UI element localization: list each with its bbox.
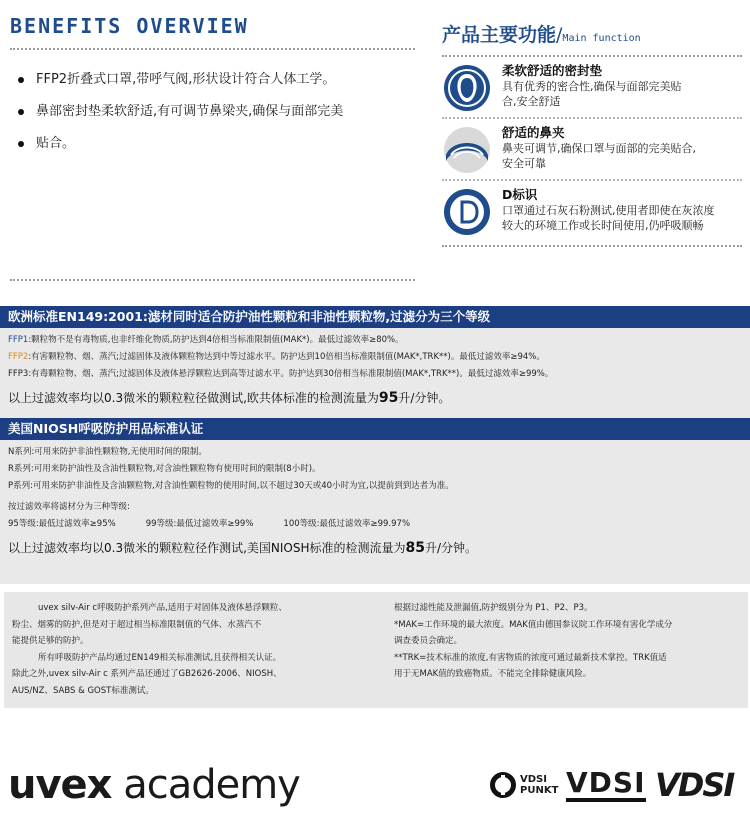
benefit-item: FFP2折叠式口罩,带呼气阀,形状设计符合人体工学。 <box>10 64 415 96</box>
en149-summary-pre: 以上过滤效率均以0.3微米的颗粒粒径做测试,欧共体标准的检测流量为 <box>8 391 379 405</box>
note-line: *MAK=工作环境的最大浓度。MAK值由德国参议院工作环境有害化学成分 <box>394 619 673 630</box>
niosh-grade-intro: 按过滤效率将滤材分为三种等级: <box>8 502 130 512</box>
en149-body <box>0 328 750 410</box>
benefit-item: 鼻部密封垫柔软舒适,有可调节鼻梁夹,确保与面部完美 <box>10 96 415 128</box>
note-line: uvex silv-Air c呼吸防护系列产品,适用于对固体及液体悬浮颗粒、 <box>38 603 287 613</box>
niosh-line: N系列:可用来防护非油性颗粒物,无使用时间的限制。 <box>8 447 207 457</box>
ffp3-text: :有毒颗粒物、烟、蒸汽;过滤固体及液体悬浮颗粒达到高等过滤水平。防护达到30倍相当标准限制值(MAK*,TRK**)。最低过滤效率≥99%。 <box>28 369 554 379</box>
feature-nose-clip <box>442 119 742 181</box>
ffp1-row <box>8 332 742 349</box>
note-line: 调查委员会确定。 <box>394 636 463 646</box>
feature-text <box>502 63 682 109</box>
vdsi-punkt-logo <box>490 772 558 798</box>
feature-title: 舒适的鼻夹 <box>502 125 565 140</box>
ffp3-row <box>8 366 742 383</box>
feature-desc: 鼻夹可调节,确保口罩与面部的完美贴合, <box>502 142 696 155</box>
ffp1-tag: FFP1 <box>8 335 29 345</box>
niosh-summary-pre: 以上过滤效率均以0.3微米的颗粒粒径作测试,美国NIOSH标准的检测流量为 <box>8 541 406 555</box>
divider <box>10 48 415 50</box>
niosh-summary <box>8 539 742 556</box>
vdsi-ring-icon <box>490 772 516 798</box>
note-line: 所有呼吸防护产品均通过EN149相关标准测试,且获得相关认证。 <box>38 652 282 663</box>
vdsi-small: VDSI <box>520 774 547 785</box>
divider <box>10 279 415 281</box>
ffp1-text: :颗粒物不是有毒物质,也非纤维化物质,防护达到4倍相当标准限制值(MAK*)。最低过滤效率≥80%。 <box>28 335 404 345</box>
logo-brand: uvex <box>8 762 112 808</box>
feature-seal-pad <box>442 57 742 119</box>
uvex-academy-logo <box>8 762 300 808</box>
feature-desc: 安全可靠 <box>502 157 546 170</box>
d-mark-icon <box>442 187 492 237</box>
grade-99: 99等级:最低过滤效率≥99% <box>145 519 254 529</box>
vdsi-stylized-logo: VDSI <box>655 766 734 804</box>
logo-academy: academy <box>111 762 300 808</box>
seal-pad-icon <box>442 63 492 113</box>
feature-title: 柔软舒适的密封垫 <box>502 63 603 78</box>
en149-summary <box>8 389 742 406</box>
en149-header: 欧洲标准EN149:2001:滤材同时适合防护油性颗粒和非油性颗粒物,过滤分为三个等级 <box>0 306 750 328</box>
niosh-line: R系列:可用来防护油性及含油性颗粒物,对含油性颗粒物有使用时间的限制(8小时)。 <box>8 464 321 474</box>
punkt-small: PUNKT <box>520 785 559 796</box>
notes-section <box>4 592 748 708</box>
vdsi-punkt-text <box>520 774 558 796</box>
note-line: 粉尘、烟雾的防护,但是对于超过相当标准限制值的气体、水蒸汽不 <box>12 619 262 630</box>
feature-desc: 口罩通过石灰石粉测试,使用者即使在灰浓度 <box>502 204 715 217</box>
benefits-list <box>10 64 415 160</box>
nose-clip-icon <box>442 125 492 175</box>
niosh-flow-rate: 85 <box>405 540 425 556</box>
benefit-item-continued: 贴合。 <box>10 128 415 160</box>
feature-desc: 合,安全舒适 <box>502 95 561 108</box>
feature-desc: 具有优秀的密合性,确保与面部完美贴 <box>502 80 682 93</box>
vdsi-logo: VDSI <box>566 768 646 802</box>
feature-title: D标识 <box>502 187 538 202</box>
note-line: 用于无MAK值的致癌物质。不能完全排除健康风险。 <box>394 669 592 679</box>
benefits-title: BENEFITS OVERVIEW <box>10 14 249 38</box>
main-function-subtitle: Main function <box>562 33 641 44</box>
feature-text <box>502 187 715 233</box>
benefits-section <box>0 0 750 280</box>
main-function-panel <box>442 20 742 247</box>
title-slash: / <box>556 24 563 46</box>
note-line: 除此之外,uvex silv-Air c 系列产品还通过了GB2626-2006、NIOSH、 <box>12 669 282 679</box>
en149-section <box>0 306 750 418</box>
feature-text <box>502 125 696 171</box>
note-line: 根据过滤性能及泄漏值,防护级别分为 P1、P2、P3。 <box>394 603 593 613</box>
ffp2-tag: FFP2 <box>8 352 29 362</box>
notes-right <box>376 600 740 708</box>
note-line: AUS/NZ、SABS & GOST标准测试。 <box>12 685 154 696</box>
niosh-grades <box>8 516 742 533</box>
grade-95: 95等级:最低过滤效率≥95% <box>8 519 116 529</box>
niosh-header: 美国NIOSH呼吸防护用品标准认证 <box>0 418 750 440</box>
main-function-title <box>442 20 742 47</box>
niosh-section <box>0 418 750 584</box>
en149-flow-rate: 95 <box>378 390 399 406</box>
niosh-summary-post: 升/分钟。 <box>425 541 478 555</box>
niosh-line: P系列:可用来防护非油性及含油颗粒物,对含油性颗粒物的使用时间,以不超过30天或40小时为宜,以提前到到达者为准。 <box>8 481 454 491</box>
feature-desc: 较大的环境工作或长时间使用,仍呼吸顺畅 <box>502 219 704 232</box>
note-line: **TRK=技术标准的浓度,有害物质的浓度可通过最新技术掌控。TRK值适 <box>394 652 667 663</box>
ffp2-text: :有害颗粒物、烟、蒸汽;过滤固体及液体颗粒物达到中等过滤水平。防护达到10倍相当标准限制值(MAK*,TRK**)。最低过滤效率≥94%。 <box>28 352 545 362</box>
ffp2-row <box>8 349 742 366</box>
footer-logos <box>0 750 750 820</box>
ffp3-tag: FFP3 <box>8 369 29 379</box>
benefits-overview <box>10 14 415 160</box>
note-line: 能提供足够的防护。 <box>12 636 89 646</box>
grade-100: 100等级:最低过滤效率≥99.97% <box>283 519 411 529</box>
main-function-title-text: 产品主要功能 <box>442 24 557 46</box>
en149-summary-post: 升/分钟。 <box>398 391 451 405</box>
feature-d-mark <box>442 181 742 247</box>
notes-left <box>12 600 376 708</box>
niosh-body <box>0 440 750 560</box>
